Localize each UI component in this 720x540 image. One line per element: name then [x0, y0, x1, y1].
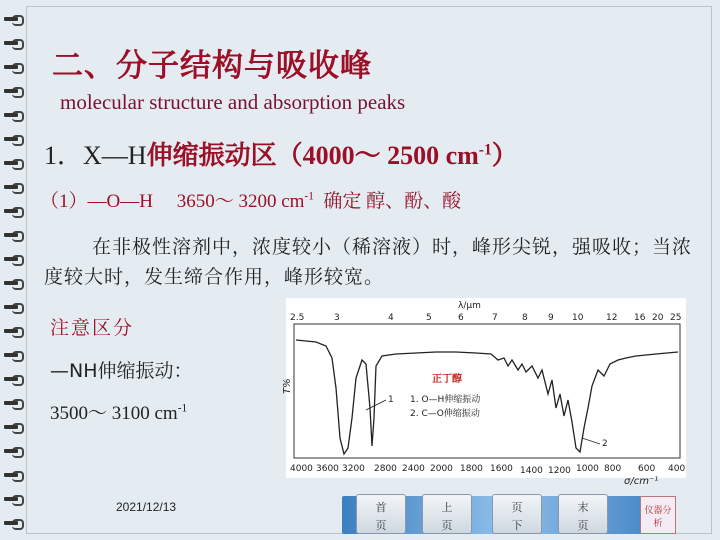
top-axis-label: λ/μm [458, 301, 481, 311]
top-tick: 25 [670, 313, 682, 323]
last-page-button[interactable] [558, 494, 608, 534]
course-map-label: 仪器分析 [644, 506, 672, 529]
slide-subtitle: molecular structure and absorption peaks [60, 90, 406, 114]
top-tick: 7 [492, 313, 498, 323]
bottom-tick: 1600 [490, 464, 513, 474]
ir-spectrum-figure [282, 298, 686, 478]
note-range-text: 3500～ 3100 cm [50, 403, 178, 424]
top-tick: 20 [652, 313, 664, 323]
subsection-heading [40, 186, 461, 213]
bottom-tick: 2800 [374, 464, 397, 474]
section-heading [44, 135, 518, 172]
top-tick: 5 [426, 313, 432, 323]
prev-page-button[interactable] [422, 494, 472, 534]
last-page-label: 末 [577, 501, 589, 514]
top-tick: 4 [388, 313, 394, 323]
heading-sup: -1 [478, 141, 492, 159]
bottom-tick: 800 [604, 464, 622, 474]
oh-suffix: 确定 醇、酚、酸 [323, 191, 462, 212]
prev-page-label: 上 [441, 501, 453, 514]
note-range [50, 398, 187, 425]
note-range-sup: -1 [177, 402, 188, 415]
top-ticks [290, 313, 681, 323]
oh-label: （1）—O—H [40, 191, 153, 212]
body-paragraph: 在非极性溶剂中，浓度较小（稀溶液）时，峰形尖锐，强吸收；当浓度较大时，发生缔合作用，峰形较宽。 [44, 236, 693, 288]
legend-title: 正丁醇 [432, 374, 462, 385]
bottom-tick: 3200 [342, 464, 365, 474]
last-page-label: 页 [577, 519, 589, 532]
note-nh: —NH伸缩振动： [50, 360, 193, 382]
bottom-tick: 3600 [316, 464, 339, 474]
course-map-button[interactable] [640, 496, 676, 534]
bottom-tick: 1800 [460, 464, 483, 474]
y-axis-label: T% [282, 378, 293, 394]
oh-range: 3650～ 3200 cm [176, 191, 305, 212]
top-tick: 2.5 [290, 313, 305, 323]
first-page-label: 首 [375, 501, 387, 514]
prev-page-label: 页 [441, 519, 453, 532]
slide-date: 2021/12/13 [116, 500, 177, 514]
top-tick: 9 [548, 313, 554, 323]
top-tick: 6 [458, 313, 464, 323]
heading-range: 4000～ 2500 cm [302, 141, 479, 170]
top-tick: 12 [606, 313, 618, 323]
peak-2-pointer [582, 438, 600, 444]
next-page-button[interactable] [492, 494, 542, 534]
legend-item: 2. C—O伸缩振动 [410, 409, 480, 419]
peak-2-label: 2 [602, 439, 608, 449]
bottom-tick: 4000 [290, 464, 313, 474]
top-tick: 10 [572, 313, 584, 323]
oh-sup: -1 [304, 190, 314, 203]
bottom-tick: 2400 [402, 464, 425, 474]
top-tick: 16 [634, 313, 646, 323]
peak-1-label: 1 [388, 395, 394, 405]
plot-frame [294, 324, 680, 458]
heading-prefix: 1．X—H [44, 141, 147, 170]
first-page-button[interactable] [356, 494, 406, 534]
bottom-tick: 600 [638, 464, 656, 474]
top-tick: 3 [334, 313, 340, 323]
note-title: 注意区分 [50, 317, 135, 339]
top-tick: 8 [522, 313, 528, 323]
bottom-tick: 1200 [548, 466, 571, 476]
ir-spectrum-svg [282, 298, 686, 478]
bottom-tick: 2000 [430, 464, 453, 474]
spiral-binding [0, 0, 26, 540]
navigation-bar [342, 494, 672, 538]
slide-title: 二、分子结构与吸收峰 [52, 48, 372, 84]
next-page-label: 下 [511, 519, 523, 532]
heading-close: ） [491, 141, 518, 170]
bottom-tick: 400 [668, 464, 686, 474]
legend-item: 1. O—H伸缩振动 [410, 395, 481, 405]
next-page-label: 页 [511, 501, 523, 514]
first-page-label: 页 [375, 519, 387, 532]
spectrum-trace [296, 340, 678, 454]
bottom-tick: 1400 [520, 466, 543, 476]
bottom-ticks [290, 464, 685, 476]
bottom-tick: 1000 [576, 464, 599, 474]
heading-red-text: 伸缩振动区（ [146, 141, 303, 170]
bottom-axis-label: σ/cm⁻¹ [624, 476, 659, 487]
